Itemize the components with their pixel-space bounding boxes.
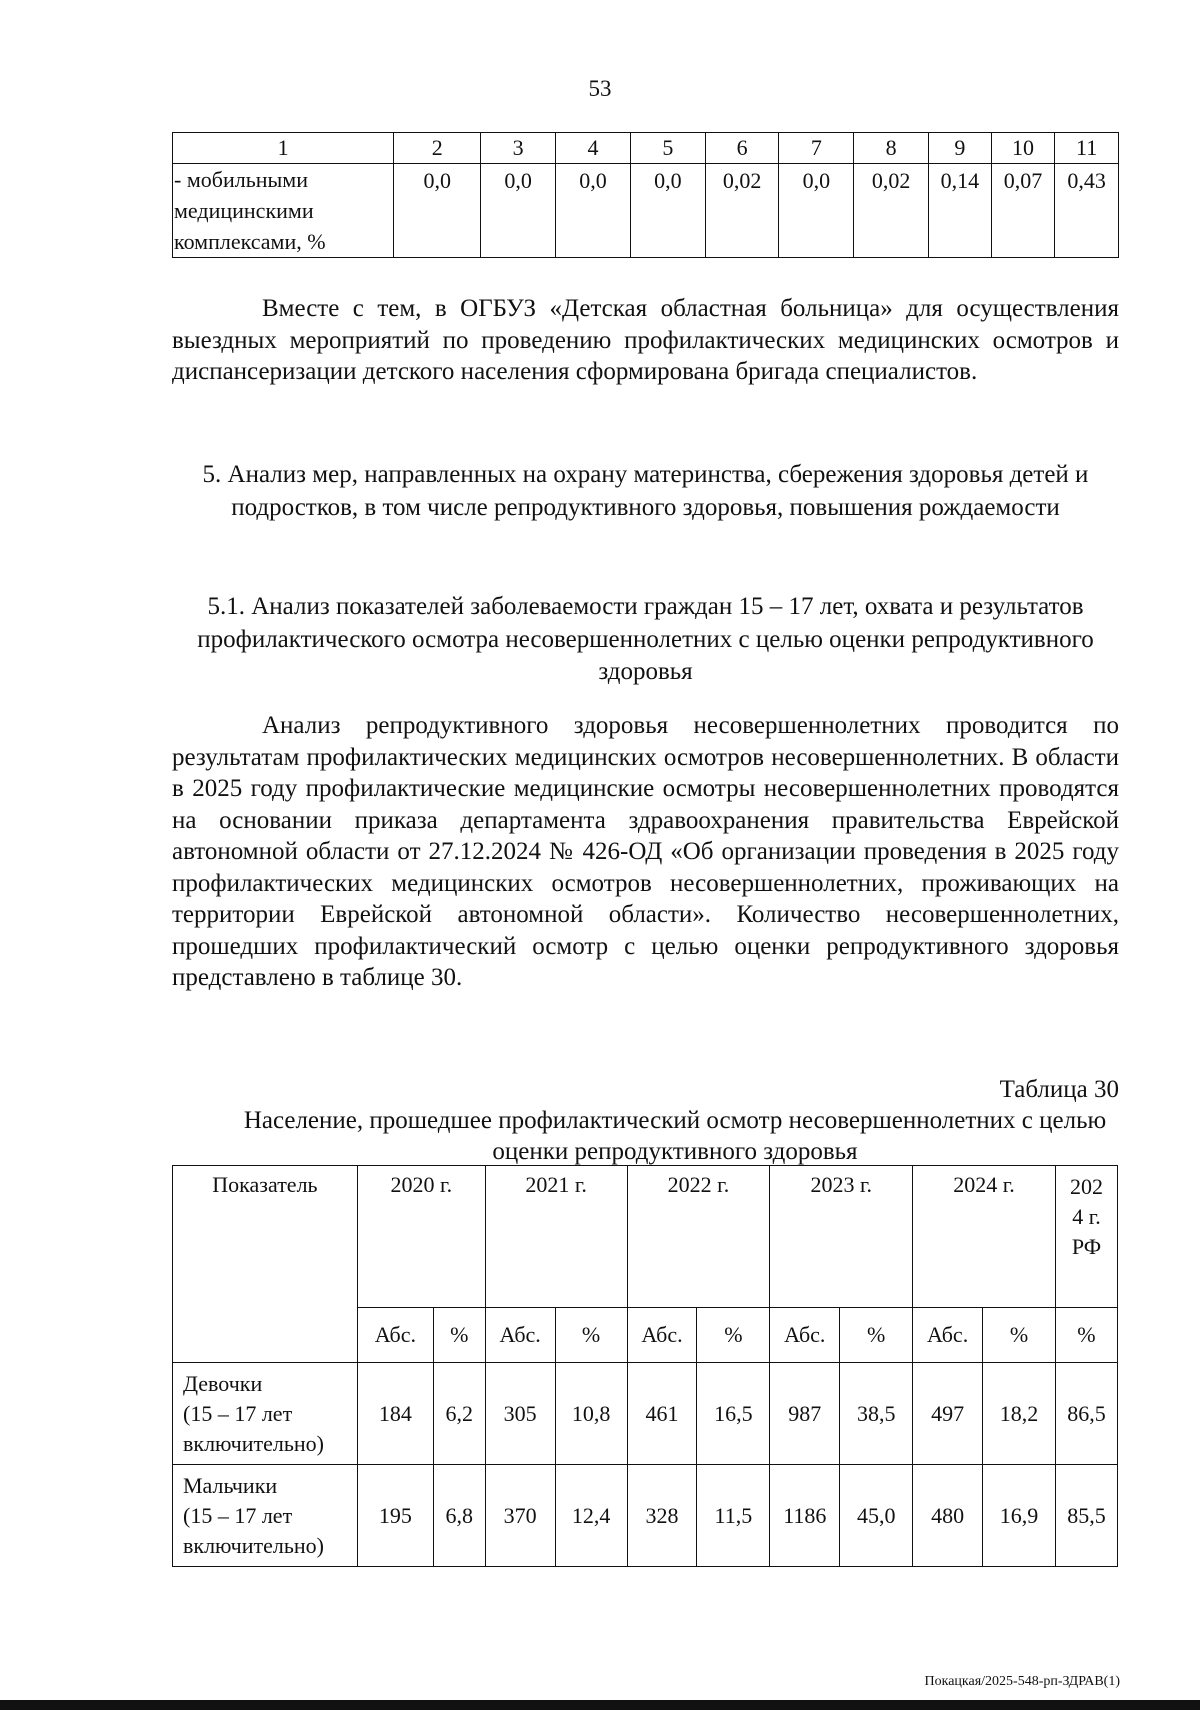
table-row [173,1363,1118,1465]
scan-edge [0,1700,1200,1710]
table-cell: 38,5 [840,1363,913,1465]
table-cell: 0,0 [481,164,556,258]
pct-header: % [1055,1308,1117,1363]
year-header: 2023 г. [770,1166,913,1308]
pct-header: % [840,1308,913,1363]
column-number: 3 [481,133,556,164]
column-number: 7 [779,133,854,164]
row-label-line: - мобильными [174,167,308,192]
document-footer: Покацкая/2025-548-рп-ЗДРАВ(1) [924,1674,1120,1689]
table-cell: 0,0 [630,164,705,258]
rf-header [1055,1166,1117,1308]
column-number: 6 [705,133,779,164]
row-label-line: включительно) [183,1430,324,1456]
mobile-complexes-table [172,132,1119,258]
year-header: 2021 г. [485,1166,627,1308]
table-cell: 0,02 [854,164,929,258]
table-label: Таблица 30 [999,1076,1119,1103]
row-label-line: комплексами, % [174,229,326,254]
rf-header-line: 202 [1069,1174,1103,1199]
table-cell: 85,5 [1055,1465,1117,1567]
table-30 [172,1165,1118,1567]
row-label [173,1465,358,1567]
table-cell: 370 [485,1465,555,1567]
table-cell: 0,14 [929,164,992,258]
table-cell: 497 [913,1363,983,1465]
table-cell: 328 [627,1465,697,1567]
row-label-line: медицинскими [174,198,314,223]
table-cell: 0,07 [991,164,1055,258]
table-cell: 461 [627,1363,697,1465]
paragraph-reproductive-health: Анализ репродуктивного здоровья несовершеннолетних проводится по результатам профилактических медицинских осмотров несовершеннолетних. В области в 2025 году профилактические медицинские осмотры несовершеннолетних проводятся на основании приказа департамента здравоохранения правительства Еврейской автономной области от 27.12.2024 № 426-ОД «Об организации проведения в 2025 году профилактических медицинских осмотров несовершеннолетних, проживающих на территории Еврейской автономной области». Количество несовершеннолетних, прошедших профилактический осмотр с целью оценки репродуктивного здоровья представлено в таблице 30. [172,712,1119,991]
abs-header: Абс. [485,1308,555,1363]
table-cell: 45,0 [840,1465,913,1567]
abs-header: Абс. [627,1308,697,1363]
table-cell: 0,43 [1055,164,1119,258]
table-cell: 18,2 [983,1363,1056,1465]
row-label-line: Девочки [183,1370,263,1396]
pct-header: % [983,1308,1056,1363]
year-header: 2020 г. [357,1166,485,1308]
table-cell: 0,02 [705,164,779,258]
abs-header: Абс. [770,1308,840,1363]
table-cell: 86,5 [1055,1363,1117,1465]
section-5-1-heading: 5.1. Анализ показателей заболеваемости граждан 15 – 17 лет, охвата и результатов профилактического осмотра несовершеннолетних с целью оценки репродуктивного здоровья [197,593,1094,685]
row-label [173,164,394,258]
row-label-line: включительно) [183,1532,324,1558]
rf-header-line: РФ [1071,1234,1102,1259]
table-cell: 11,5 [697,1465,770,1567]
table-cell: 184 [357,1363,433,1465]
table-cell: 16,9 [983,1465,1056,1567]
table-cell: 6,8 [433,1465,485,1567]
paragraph-mobile-brigade: Вместе с тем, в ОГБУЗ «Детская областная больница» для осуществления выездных мероприятий по проведению профилактических медицинских осмотров и диспансеризации детского населения сформирована бригада специалистов. [172,295,1119,385]
page-number: 53 [588,76,612,101]
table-cell: 0,0 [394,164,481,258]
year-header: 2022 г. [627,1166,770,1308]
table-cell: 1186 [770,1465,840,1567]
row-label-line: Мальчики [183,1472,278,1498]
pct-header: % [555,1308,627,1363]
table-cell: 195 [357,1465,433,1567]
rf-header-line: 4 г. [1072,1204,1101,1229]
table-row [173,1465,1118,1567]
table-cell: 0,0 [556,164,631,258]
column-number: 9 [929,133,992,164]
table-title: Население, прошедшее профилактический осмотр несовершеннолетних с целью оценки репродуктивного здоровья [243,1107,1107,1165]
table-cell: 12,4 [555,1465,627,1567]
table-cell: 0,0 [779,164,854,258]
table-cell: 10,8 [555,1363,627,1465]
abs-header: Абс. [913,1308,983,1363]
table-cell: 987 [770,1363,840,1465]
column-number: 2 [394,133,481,164]
row-label-line: (15 – 17 лет [183,1400,293,1426]
year-header: 2024 г. [913,1166,1056,1308]
row-label-line: (15 – 17 лет [183,1502,293,1528]
column-number: 10 [991,133,1055,164]
pct-header: % [697,1308,770,1363]
indicator-header: Показатель [173,1166,358,1363]
table-cell: 16,5 [697,1363,770,1465]
column-number: 11 [1055,133,1119,164]
column-number: 1 [173,133,394,164]
table-cell: 305 [485,1363,555,1465]
table-cell: 480 [913,1465,983,1567]
row-label [173,1363,358,1465]
column-number: 5 [630,133,705,164]
abs-header: Абс. [357,1308,433,1363]
section-5-heading: 5. Анализ мер, направленных на охрану материнства, сбережения здоровья детей и подростков, в том числе репродуктивного здоровья, повышения рождаемости [202,461,1089,521]
pct-header: % [433,1308,485,1363]
column-number: 8 [854,133,929,164]
table-cell: 6,2 [433,1363,485,1465]
column-number: 4 [556,133,631,164]
